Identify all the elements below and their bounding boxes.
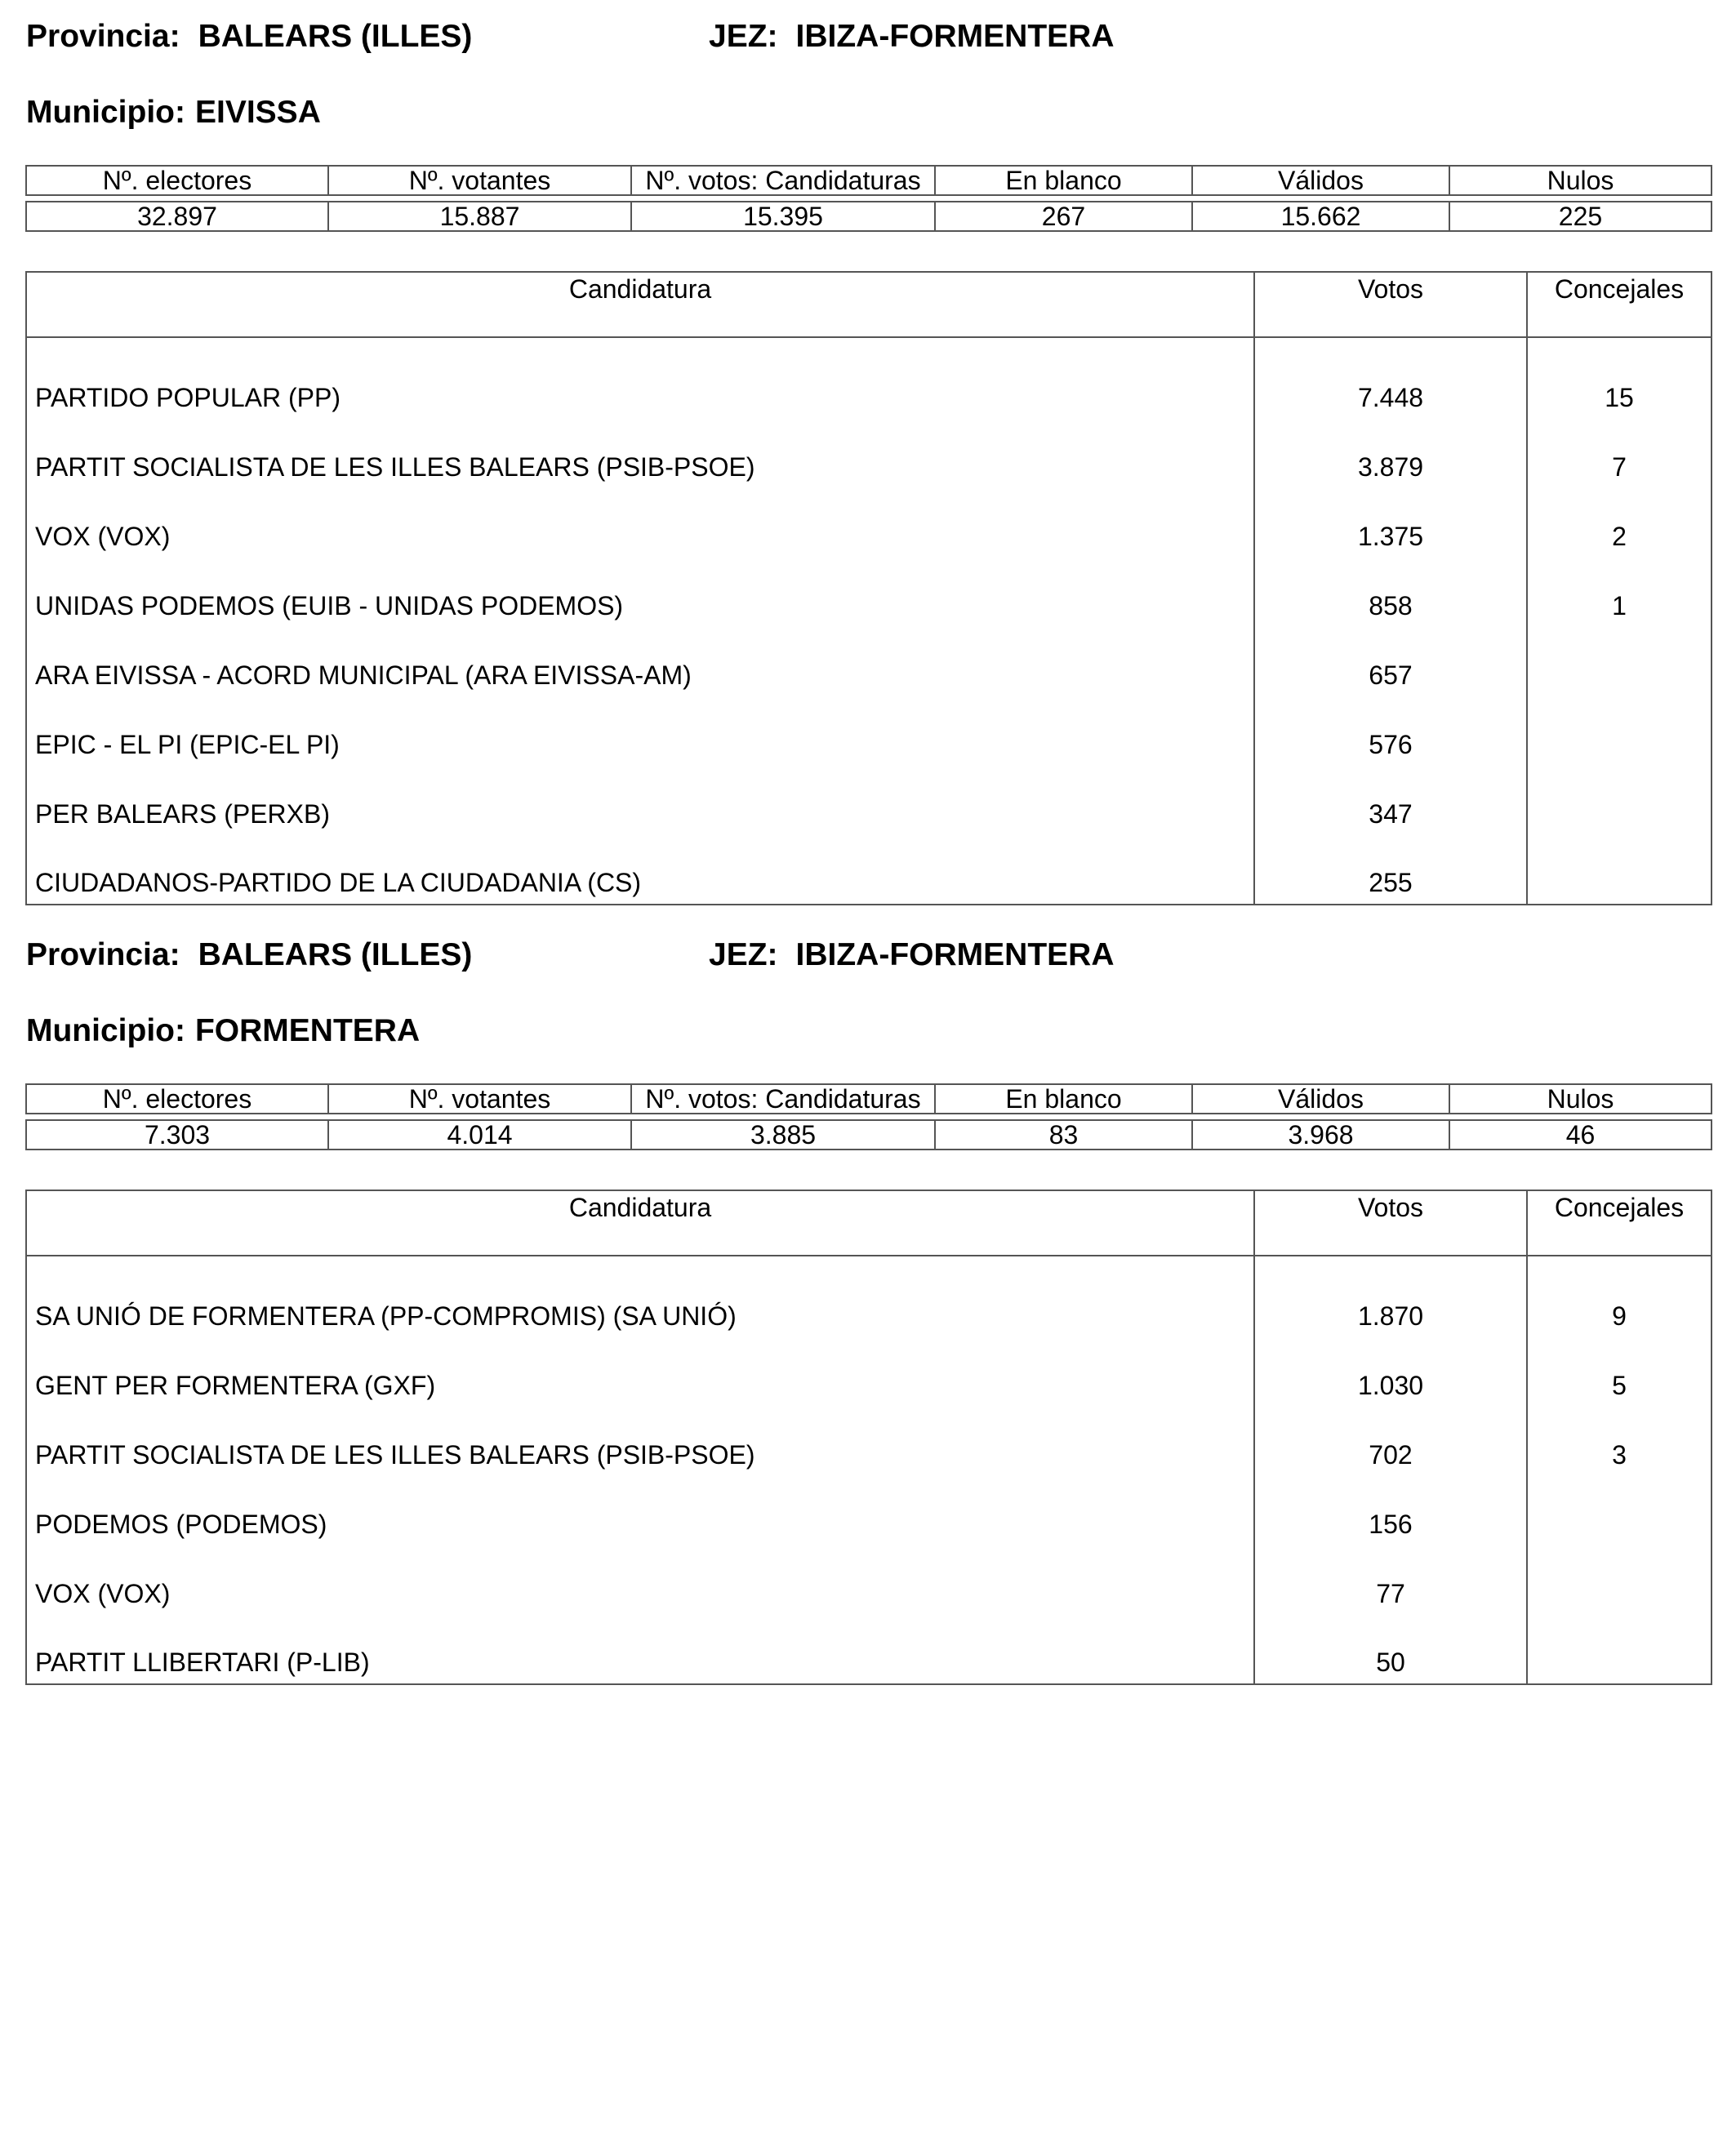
results-table <box>25 271 1712 905</box>
result-row <box>26 419 1712 488</box>
municipio-section-formentera <box>0 918 1736 1837</box>
result-votos: 347 <box>1254 766 1527 835</box>
result-row <box>26 337 1712 419</box>
result-concejales: 2 <box>1612 522 1627 551</box>
jez-label: JEZ: <box>709 937 778 972</box>
result-row <box>26 696 1712 766</box>
result-concejales <box>1527 766 1712 835</box>
summary-nulos: 46 <box>1449 1120 1712 1150</box>
summary-candidaturas: 3.885 <box>631 1120 935 1150</box>
summary-electores: 32.897 <box>26 202 328 231</box>
result-candidatura: VOX (VOX) <box>26 488 1254 558</box>
result-votos: 657 <box>1254 627 1527 696</box>
result-row <box>26 1407 1712 1476</box>
result-concejales: 5 <box>1612 1371 1627 1400</box>
summary-header-nulos: Nulos <box>1449 1084 1712 1114</box>
result-candidatura: UNIDAS PODEMOS (EUIB - UNIDAS PODEMOS) <box>26 558 1254 627</box>
result-candidatura: VOX (VOX) <box>26 1545 1254 1615</box>
municipio-value: FORMENTERA <box>194 1013 421 1048</box>
result-concejales: 1 <box>1612 591 1627 620</box>
provincia-value: BALEARS (ILLES) <box>198 19 473 54</box>
summary-table <box>25 165 1712 232</box>
result-candidatura: PER BALEARS (PERXB) <box>26 766 1254 835</box>
result-concejales: 9 <box>1612 1301 1627 1331</box>
summary-gap <box>26 1114 1712 1120</box>
summary-header-blanco: En blanco <box>935 166 1192 195</box>
summary-validos: 3.968 <box>1192 1120 1449 1150</box>
summary-header-validos: Válidos <box>1192 166 1449 195</box>
provincia-label: Provincia: <box>26 19 180 54</box>
summary-header-row <box>26 1084 1712 1114</box>
summary-header-validos: Válidos <box>1192 1084 1449 1114</box>
results-header-votos: Votos <box>1254 272 1527 337</box>
results-header-candidatura: Candidatura <box>26 1190 1254 1256</box>
summary-votantes: 4.014 <box>328 1120 631 1150</box>
result-row <box>26 488 1712 558</box>
result-concejales <box>1527 835 1712 905</box>
result-row <box>26 1476 1712 1545</box>
summary-votantes: 15.887 <box>328 202 631 231</box>
result-row <box>26 1545 1712 1615</box>
municipio-section-eivissa <box>0 0 1736 918</box>
result-concejales <box>1527 1476 1712 1545</box>
result-votos: 50 <box>1254 1615 1527 1684</box>
summary-blanco: 267 <box>935 202 1192 231</box>
results-header-votos: Votos <box>1254 1190 1527 1256</box>
result-concejales: 15 <box>1605 383 1634 412</box>
summary-header-votantes: Nº. votantes <box>328 166 631 195</box>
result-candidatura: ARA EIVISSA - ACORD MUNICIPAL (ARA EIVISSA-AM) <box>26 627 1254 696</box>
result-candidatura: PARTIDO POPULAR (PP) <box>26 337 1254 419</box>
provincia-line <box>26 936 472 974</box>
summary-header-candidaturas: Nº. votos: Candidaturas <box>631 1084 935 1114</box>
summary-header-blanco: En blanco <box>935 1084 1192 1114</box>
provincia-value: BALEARS (ILLES) <box>198 937 473 972</box>
summary-table <box>25 1083 1712 1150</box>
result-candidatura: PARTIT SOCIALISTA DE LES ILLES BALEARS (PSIB-PSOE) <box>26 419 1254 488</box>
result-concejales <box>1527 627 1712 696</box>
result-votos: 77 <box>1254 1545 1527 1615</box>
jez-value: IBIZA-FORMENTERA <box>795 19 1115 54</box>
results-header-row <box>26 1190 1712 1256</box>
provincia-label: Provincia: <box>26 937 180 972</box>
result-votos: 3.879 <box>1254 419 1527 488</box>
result-votos: 1.030 <box>1254 1337 1527 1407</box>
results-header-candidatura: Candidatura <box>26 272 1254 337</box>
result-candidatura: PARTIT SOCIALISTA DE LES ILLES BALEARS (PSIB-PSOE) <box>26 1407 1254 1476</box>
municipio-label: Municipio: <box>26 95 185 130</box>
result-concejales: 7 <box>1612 452 1627 482</box>
result-row <box>26 1256 1712 1337</box>
result-votos: 255 <box>1254 835 1527 905</box>
result-votos: 1.870 <box>1254 1256 1527 1337</box>
municipio-label: Municipio: <box>26 1013 185 1048</box>
result-row <box>26 835 1712 905</box>
result-candidatura: EPIC - EL PI (EPIC-EL PI) <box>26 696 1254 766</box>
municipio-value: EIVISSA <box>194 95 321 130</box>
results-table <box>25 1190 1712 1685</box>
jez-line <box>709 18 1114 56</box>
summary-nulos: 225 <box>1449 202 1712 231</box>
summary-header-electores: Nº. electores <box>26 166 328 195</box>
results-header-row <box>26 272 1712 337</box>
result-votos: 858 <box>1254 558 1527 627</box>
result-votos: 156 <box>1254 1476 1527 1545</box>
jez-value: IBIZA-FORMENTERA <box>795 937 1115 972</box>
result-row <box>26 627 1712 696</box>
summary-header-row <box>26 166 1712 195</box>
result-candidatura: PODEMOS (PODEMOS) <box>26 1476 1254 1545</box>
result-candidatura: CIUDADANOS-PARTIDO DE LA CIUDADANIA (CS) <box>26 835 1254 905</box>
result-row <box>26 1615 1712 1684</box>
result-row <box>26 558 1712 627</box>
summary-blanco: 83 <box>935 1120 1192 1150</box>
results-header-concejales: Concejales <box>1527 1190 1712 1256</box>
result-row <box>26 1337 1712 1407</box>
summary-values-row <box>26 202 1712 231</box>
summary-validos: 15.662 <box>1192 202 1449 231</box>
summary-electores: 7.303 <box>26 1120 328 1150</box>
result-votos: 576 <box>1254 696 1527 766</box>
result-concejales <box>1527 1615 1712 1684</box>
jez-line <box>709 936 1114 974</box>
summary-gap <box>26 195 1712 202</box>
result-concejales: 3 <box>1612 1440 1627 1470</box>
result-votos: 702 <box>1254 1407 1527 1476</box>
summary-candidaturas: 15.395 <box>631 202 935 231</box>
summary-header-votantes: Nº. votantes <box>328 1084 631 1114</box>
result-votos: 7.448 <box>1254 337 1527 419</box>
summary-header-candidaturas: Nº. votos: Candidaturas <box>631 166 935 195</box>
summary-values-row <box>26 1120 1712 1150</box>
summary-header-electores: Nº. electores <box>26 1084 328 1114</box>
jez-label: JEZ: <box>709 19 778 54</box>
result-candidatura: SA UNIÓ DE FORMENTERA (PP-COMPROMIS) (SA UNIÓ) <box>26 1256 1254 1337</box>
result-votos: 1.375 <box>1254 488 1527 558</box>
result-concejales <box>1527 696 1712 766</box>
result-candidatura: PARTIT LLIBERTARI (P-LIB) <box>26 1615 1254 1684</box>
municipio-line <box>26 1012 420 1050</box>
municipio-line <box>26 94 321 131</box>
provincia-line <box>26 18 472 56</box>
result-row <box>26 766 1712 835</box>
result-candidatura: GENT PER FORMENTERA (GXF) <box>26 1337 1254 1407</box>
result-concejales <box>1527 1545 1712 1615</box>
summary-header-nulos: Nulos <box>1449 166 1712 195</box>
results-header-concejales: Concejales <box>1527 272 1712 337</box>
